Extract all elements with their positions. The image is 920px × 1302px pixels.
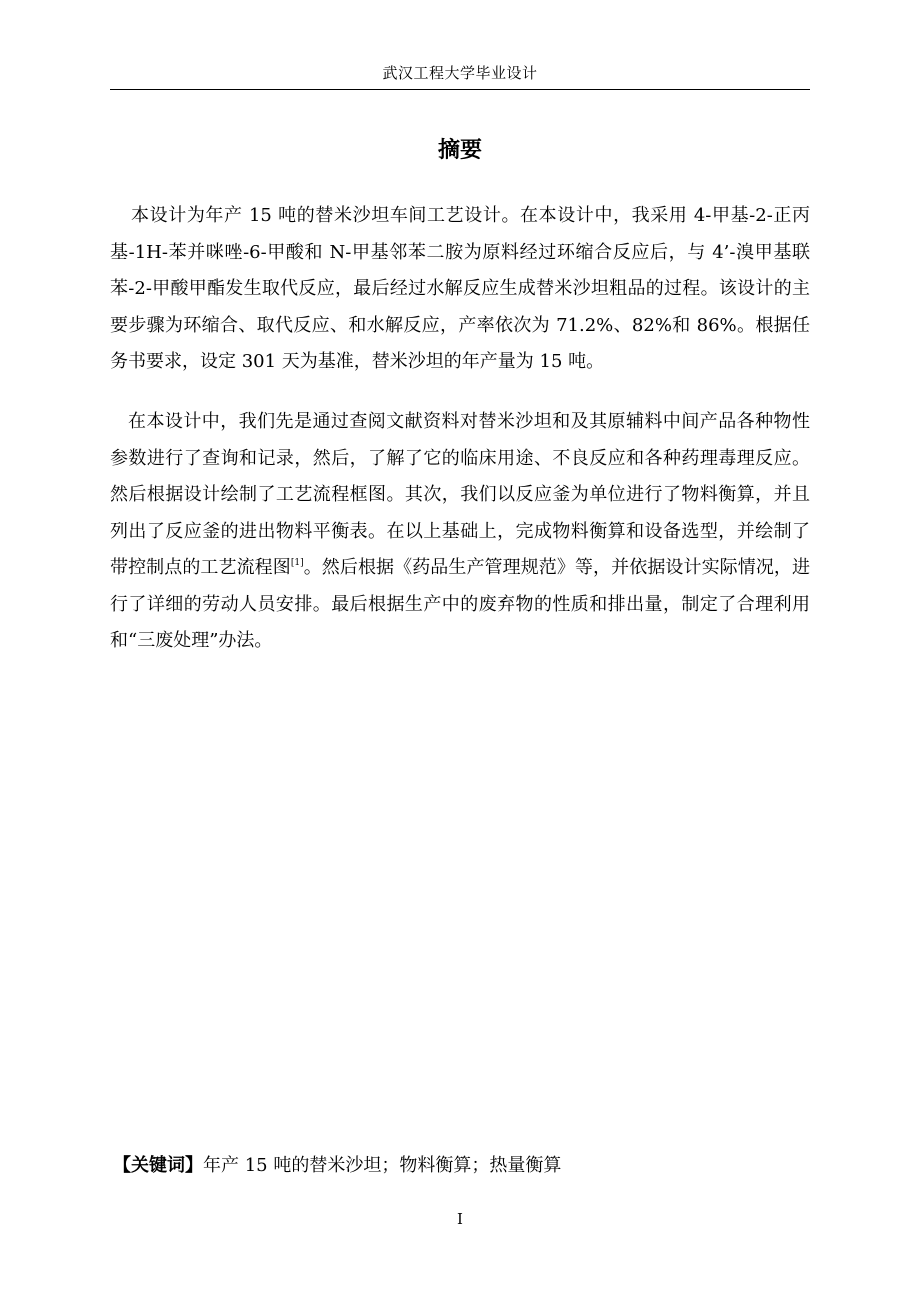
keywords-line	[113, 1151, 561, 1177]
abstract-heading: 摘要	[437, 138, 482, 163]
header-divider	[110, 89, 810, 90]
page-header: 武汉工程大学毕业设计	[382, 64, 538, 82]
citation-ref: [1]	[290, 558, 304, 568]
keywords-label: 【关键词】	[113, 1155, 203, 1176]
keywords-text: 年产 15 吨的替米沙坦；物料衡算；热量衡算	[203, 1155, 562, 1176]
paragraph-text: 。然后根据《药品生产管理规范》等，并依据设计实际情况，进行了详细的劳动人员安排。最后根据生产中的废弃物的性质和排出量，制定了合理利用和“三废处理”办法。	[110, 557, 811, 651]
page-number: I	[457, 1210, 463, 1228]
abstract-paragraph-2	[110, 404, 810, 660]
paragraph-text: 在本设计中，我们先是通过查阅文献资料对替米沙坦和及其原辅料中间产品各种物性参数进行了查询和记录，然后，了解了它的临床用途、不良反应和各种药理毒理反应。然后根据设计绘制了工艺流程框图。其次，我们以反应釜为单位进行了物料衡算，并且列出了反应釜的进出物料平衡表。在以上基础上，完成物料衡算和设备选型，并绘制了带控制点的工艺流程图	[110, 411, 810, 578]
abstract-paragraph-1: 本设计为年产 15 吨的替米沙坦车间工艺设计。在本设计中，我采用 4-甲基-2-正丙基-1H-苯并咪唑-6-甲酸和 N-甲基邻苯二胺为原料经过环缩合反应后，与 4’-溴甲基联苯-2-甲酸甲酯发生取代反应，最后经过水解反应生成替米沙坦粗品的过程。该设计的主要步骤为环缩合、取代反应、和水解反应，产率依次为 71.2%、82%和 86%。根据任务书要求，设定 301 天为基准，替米沙坦的年产量为 15 吨。	[110, 205, 810, 372]
